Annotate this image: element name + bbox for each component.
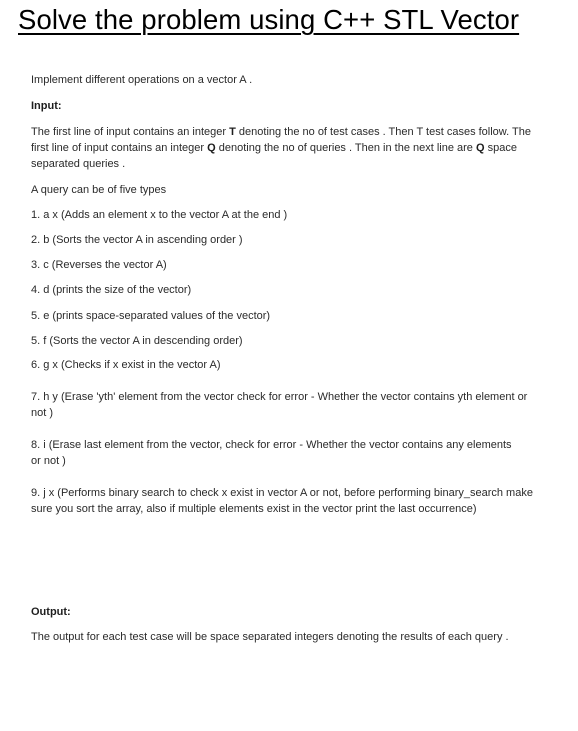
input-heading: Input: (31, 100, 62, 112)
query-intro-text: A query can be of five types (31, 184, 167, 196)
query-text: 6. g x (Checks if x exist in the vector A) (31, 359, 221, 371)
query-text: 3. c (Reverses the vector A) (31, 259, 167, 271)
query-item (31, 232, 551, 248)
output-description-text: The output for each test case will be space separated integers denoting the results of each query . (31, 631, 509, 643)
query-intro (31, 182, 551, 198)
input-desc-part1: The first line of input contains an integer (31, 126, 230, 138)
input-description (31, 124, 543, 172)
input-desc-Q: Q (207, 142, 216, 154)
intro-text (31, 72, 551, 88)
query-text: 2. b (Sorts the vector A in ascending order ) (31, 234, 243, 246)
output-section (31, 604, 551, 620)
output-heading: Output: (31, 606, 71, 618)
query-item (31, 389, 531, 421)
query-text: 7. h y (Erase 'yth' element from the vector check for error - Whether the vector contains yth element or not ) (31, 391, 528, 419)
output-description (31, 629, 531, 645)
query-text: 4. d (prints the size of the vector) (31, 284, 192, 296)
query-text: 1. a x (Adds an element x to the vector A at the end ) (31, 209, 288, 221)
query-item (31, 308, 551, 324)
query-text: 5. f (Sorts the vector A in descending order) (31, 335, 243, 347)
query-item (31, 357, 551, 373)
query-item (31, 282, 551, 298)
query-item (31, 437, 521, 469)
query-text: 9. j x (Performs binary search to check x exist in vector A or not, before performing binary_search make sure you sort the array, also if multiple elements exist in the vector print the last occurrence) (31, 487, 533, 515)
query-item (31, 257, 551, 273)
query-item (31, 333, 551, 349)
input-desc-Q2: Q (475, 142, 485, 154)
query-text: 5. e (prints space-separated values of the vector) (31, 310, 271, 322)
input-desc-part4: space separated queries . (31, 142, 517, 170)
input-section (31, 98, 551, 114)
input-description-text (31, 124, 543, 172)
query-text: 8. i (Erase last element from the vector, check for error - Whether the vector contains any elements or not ) (31, 439, 512, 467)
intro-line: Implement different operations on a vector A . (31, 74, 253, 86)
input-desc-part3: denoting the no of queries . Then in the next line are (215, 142, 476, 154)
page-title: Solve the problem using C++ STL Vector (18, 4, 520, 35)
input-desc-part2: denoting the no of test cases . Then T test cases follow. The first line of input contains an integer (31, 126, 532, 154)
query-item (31, 207, 551, 223)
query-item (31, 485, 543, 517)
input-desc-T: T (229, 126, 236, 138)
